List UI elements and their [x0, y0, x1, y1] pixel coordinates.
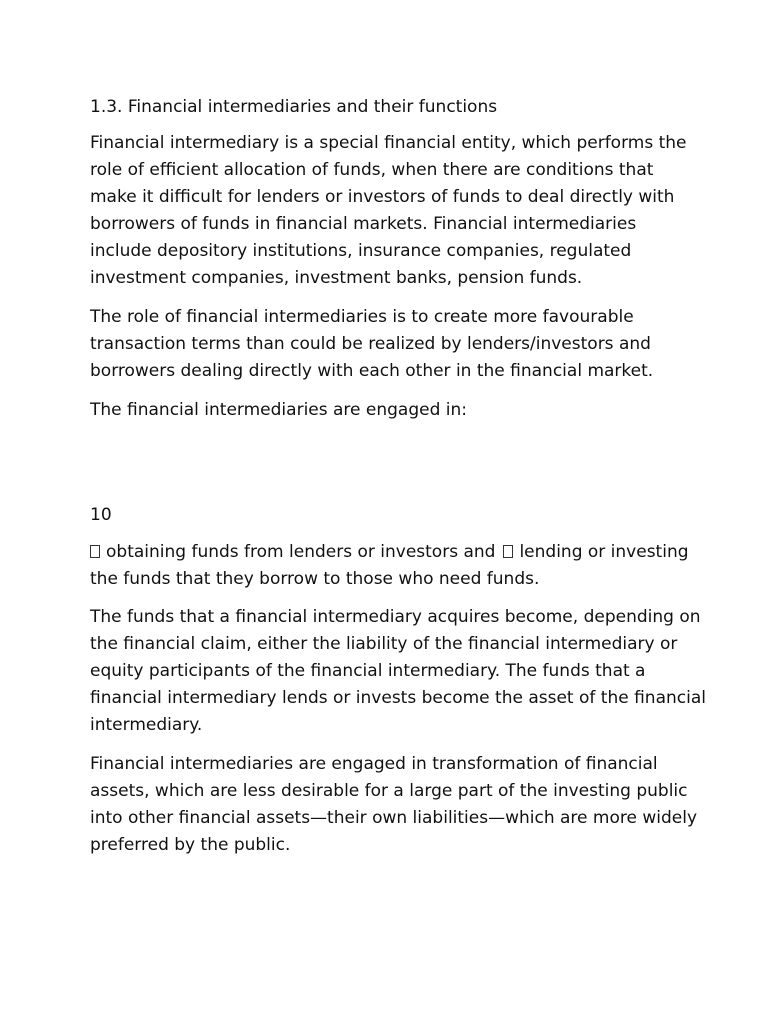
- text-line: preferred by the public.: [90, 835, 291, 855]
- text-line: borrowers dealing directly with each other in the financial market.: [90, 361, 654, 381]
- text-line: intermediary.: [90, 715, 203, 735]
- text-line: equity participants of the financial intermediary. The funds that a: [90, 661, 646, 681]
- page-number: [90, 502, 690, 529]
- text-line: assets, which are less desirable for a large part of the investing public: [90, 781, 688, 801]
- bullet-line: [90, 539, 690, 566]
- heading-text: 1.3. Financial intermediaries and their functions: [90, 97, 498, 117]
- text-line: financial intermediary lends or invests become the asset of the financial: [90, 688, 706, 708]
- text-line: borrowers of funds in financial markets. Financial intermediaries: [90, 214, 637, 234]
- text-line: include depository institutions, insurance companies, regulated: [90, 241, 632, 261]
- paragraph-engaged-in: [90, 397, 690, 424]
- text-line: role of efficient allocation of funds, when there are conditions that: [90, 160, 654, 180]
- missing-glyph-icon: [503, 545, 513, 558]
- bullet-lending-investing: lending or investing: [519, 542, 689, 562]
- text-line: The funds that a financial intermediary acquires become, depending on: [90, 607, 701, 627]
- paragraph-transformation: [90, 751, 698, 859]
- paragraph-funds: [90, 604, 706, 739]
- paragraph-definition: [90, 130, 690, 292]
- text-line: Financial intermediaries are engaged in transformation of financial: [90, 754, 658, 774]
- text-line: investment companies, investment banks, pension funds.: [90, 268, 583, 288]
- text-line: make it difficult for lenders or investors of funds to deal directly with: [90, 187, 675, 207]
- page-number-text: 10: [90, 505, 112, 525]
- text-line: Financial intermediary is a special financial entity, which performs the: [90, 133, 687, 153]
- text-line: the funds that they borrow to those who need funds.: [90, 569, 540, 589]
- text-line: The role of financial intermediaries is to create more favourable: [90, 307, 634, 327]
- text-line: into other financial assets—their own liabilities—which are more widely: [90, 808, 698, 828]
- text-line: the financial claim, either the liability of the financial intermediary or: [90, 634, 678, 654]
- paragraph-role: [90, 304, 690, 385]
- bullet-list: [90, 539, 690, 593]
- missing-glyph-icon: [90, 545, 100, 558]
- text-line: transaction terms than could be realized by lenders/investors and: [90, 334, 651, 354]
- bullet-obtaining-funds: obtaining funds from lenders or investors and: [106, 542, 496, 562]
- text-line: The financial intermediaries are engaged in:: [90, 400, 468, 420]
- section-heading: [90, 94, 690, 121]
